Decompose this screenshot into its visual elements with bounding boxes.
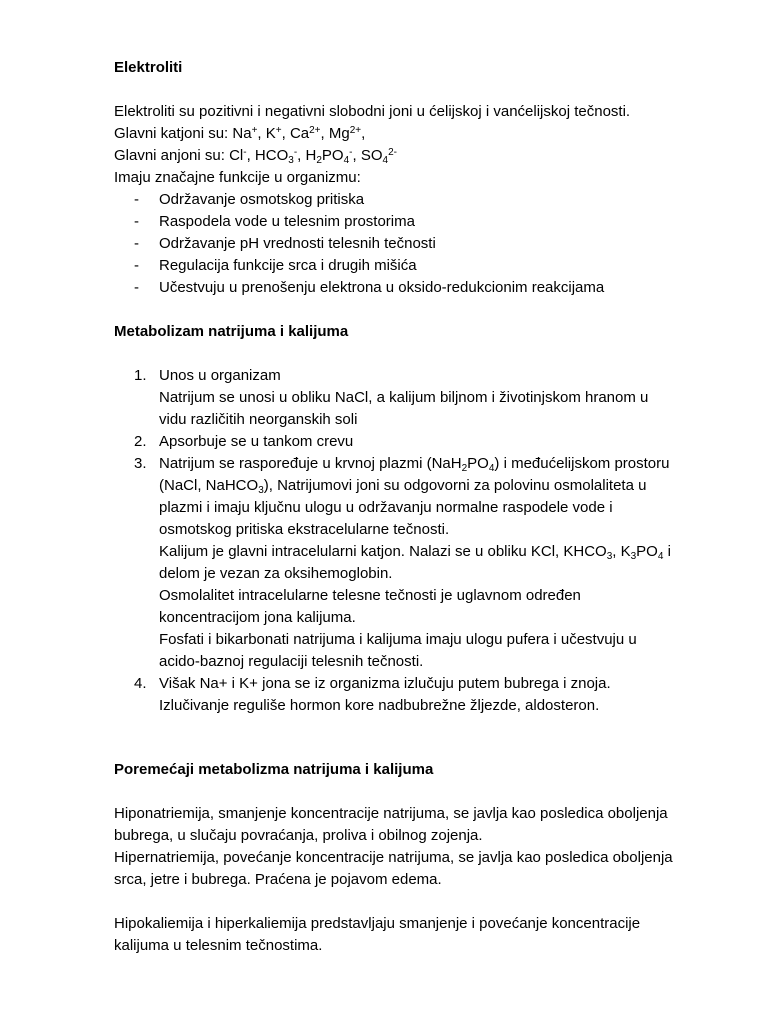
intro-text: Elektroliti su pozitivni i negativni slobodni joni u ćelijskoj i vanćelijskoj tečnosti.: [114, 103, 631, 120]
list-item: - Raspodela vode u telesnim prostorima: [114, 211, 674, 233]
list-item: 4. Višak Na+ i K+ jona se iz organizma izlučuju putem bubrega i znoja. Izlučivanje reguliše hormon kore nadbubrežne žljezde, aldosteron.: [134, 675, 611, 714]
list-item: 1. Unos u organizam Natrijum se unosi u obliku NaCl, a kalijum biljnom i životinjskom hranom u vidu različitih neorganskih soli: [134, 367, 649, 428]
paragraph: Hiponatriemija, smanjenje koncentracije natrijuma, se javlja kao posledica oboljenja bubrega, u slučaju povraćanja, proliva i obilnog zojenja.: [114, 805, 668, 844]
paragraph: Hipernatriemija, povećanje koncentracije natrijuma, se javlja kao posledica oboljenja srca, jetre i bubrega. Praćena je pojavom edema.: [114, 849, 673, 888]
list-item: - Učestvuju u prenošenju elektrona u oksido-redukcionim reakcijama: [114, 277, 674, 299]
section-heading: Poremećaji metabolizma natrijuma i kalijuma: [114, 761, 434, 778]
title: Elektroliti: [114, 59, 183, 76]
paragraph: Hipokaliemija i hiperkaliemija predstavljaju smanjenje i povećanje koncentracije kalijuma u telesnim tečnostima.: [114, 915, 641, 954]
functions-label: Imaju značajne funkcije u organizmu:: [114, 169, 361, 186]
list-item: 2. Apsorbuje se u tankom crevu: [134, 433, 354, 450]
cations-line: Glavni katjoni su: Na+, K+, $Ca^{2+}$, $Mg^{2+}$,: [114, 125, 366, 142]
document-content: [114, 57, 674, 957]
metabolism-list: [114, 365, 674, 717]
list-item: - Regulacija funkcije srca i drugih mišića: [114, 255, 674, 277]
anions-line: Glavni anjoni su: Cl-, $HCO_3^-$, $H_2PO_4^-$, $SO_4^{2-}$: [114, 147, 397, 166]
list-item: - Održavanje osmotskog pritiska: [114, 189, 674, 211]
section-heading: Metabolizam natrijuma i kalijuma: [114, 323, 349, 340]
functions-list: [114, 189, 674, 299]
list-item: 3. Natrijum se raspoređuje u krvnoj plazmi $(NaH_2PO_4)$ i međućelijskom prostoru (NaCl, NaHCO$_3$), Natrijumovi joni su odgovorni za polovinu osmolaliteta u plazmi i imaju ključnu ulogu u održavanju normalne raspodele vode i osmotskog pritiska ekstracelularne tečnosti. Kalijum je glavni intracelularni katjon. Nalazi se u obliku KCl, $KHCO_3$, $K_3PO_4$ i delom je vezan za oksihemoglobin. Osmolalitet intracelularne telesne tečnosti je uglavnom određen koncentracijom jona kalijuma. Fosfati i bikarbonati natrijuma i kalijuma imaju ulogu pufera i učestvuju u acido-baznoj regulaciji telesnih tečnosti.: [134, 455, 671, 670]
list-item: - Održavanje pH vrednosti telesnih tečnosti: [114, 233, 674, 255]
